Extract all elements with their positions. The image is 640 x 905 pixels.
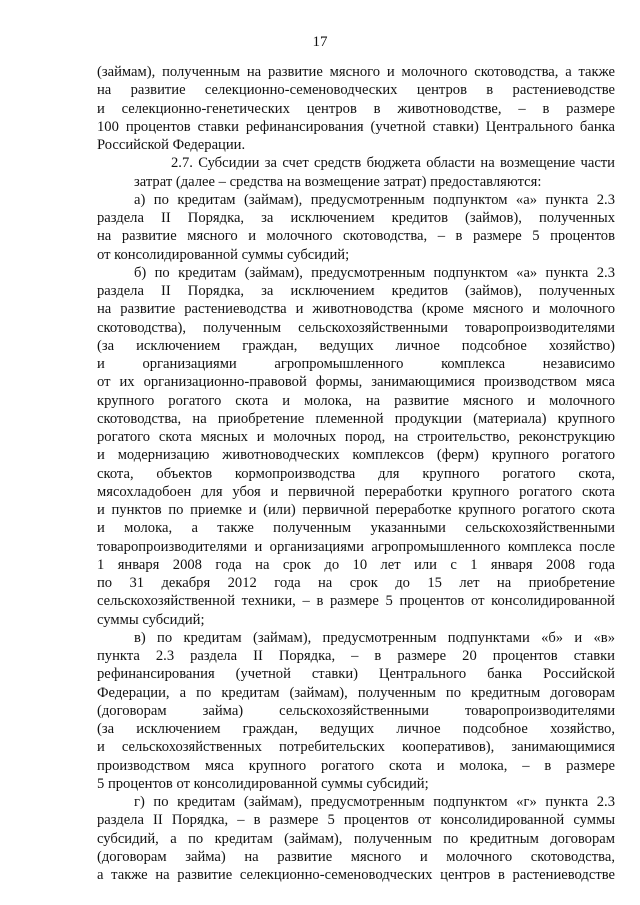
paragraph-continuation <box>97 63 615 154</box>
text-line: б) по кредитам (займам), предусмотренным подпунктом «а» пункта 2.3 <box>134 264 615 281</box>
text-line: крупного рогатого скота и молока, на развитие мясного и молочного <box>97 392 615 409</box>
text-line: 5 процентов от консолидированной суммы субсидий; <box>97 775 429 792</box>
text-line: скотоводства, на приобретение племенной продукции (материала) крупного <box>97 410 615 427</box>
document-body <box>97 63 615 884</box>
text-line: от консолидированной суммы субсидий; <box>97 246 350 263</box>
text-line: и сельскохозяйственных потребительских кооперативов), занимающимися <box>97 739 615 756</box>
text-line: и организациями агропромышленного комплекса независимо <box>97 356 615 372</box>
text-line: рефинансирования (учетной ставки) Центрального банка Российской <box>97 666 615 683</box>
text-line: и пунктов по приемке и (или) первичной переработке крупного рогатого скота <box>97 502 615 518</box>
text-line: мясохладобоен для убоя и первичной переработки крупного рогатого скота <box>97 483 615 500</box>
text-line: и молока, а также полученным указанными сельскохозяйственными <box>97 520 615 537</box>
text-line: и модернизацию животноводческих комплексов (ферм) крупного рогатого <box>97 447 615 464</box>
text-line: субсидий, а по кредитам (займам), полученным по кредитным договорам <box>97 830 615 847</box>
text-line: сельскохозяйственной техники, – в размере 5 процентов от консолидированной <box>97 593 615 610</box>
text-line: 100 процентов ставки рефинансирования (учетной ставки) Центрального банка <box>97 118 615 135</box>
text-line: (договорам займа) на развитие мясного и молочного скотоводства, <box>97 848 615 865</box>
text-line: и селекционно-генетических центров в животноводстве, – в размере <box>97 100 615 117</box>
paragraph-g <box>97 793 615 884</box>
paragraph-2-7 <box>97 154 615 191</box>
text-line: на развитие растениеводства и животноводства (кроме мясного и молочного <box>97 301 615 318</box>
text-line: суммы субсидий; <box>97 611 205 628</box>
text-line: на развитие мясного и молочного скотоводства, – в размере 5 процентов <box>97 228 615 245</box>
text-line: (займам), полученным на развитие мясного и молочного скотоводства, а также <box>97 64 615 80</box>
text-line: (за исключением граждан, ведущих личное подсобное хозяйство, <box>97 721 615 737</box>
text-line: скотоводства), полученным сельскохозяйственными товаропроизводителями <box>97 319 615 336</box>
text-line: Федерации, а по кредитам (займам), полученным по кредитным договорам <box>97 684 615 701</box>
text-line: раздела II Порядка, за исключением кредитов (займов), полученных <box>97 210 615 226</box>
text-line: Российской Федерации. <box>97 137 246 153</box>
text-line: 1 января 2008 года на срок до 10 лет или с 1 января 2008 года <box>97 556 615 573</box>
paragraph-a <box>97 191 615 264</box>
text-line: затрат (далее – средства на возмещение затрат) предоставляются: <box>134 173 542 190</box>
text-line: (за исключением граждан, ведущих личное подсобное хозяйство) <box>97 337 615 354</box>
text-line: раздела II Порядка, – в размере 5 процентов от консолидированной суммы <box>97 812 615 829</box>
text-line: пункта 2.3 раздела II Порядка, – в размере 20 процентов ставки <box>97 648 615 664</box>
text-line: товаропроизводителями и организациями агропромышленного комплекса после <box>97 538 615 555</box>
text-line: на развитие селекционно-семеноводческих центров в растениеводстве <box>97 82 615 99</box>
text-line: рогатого скота мясных и молочных пород, на строительство, реконструкцию <box>97 429 615 445</box>
text-line: раздела II Порядка, за исключением кредитов (займов), полученных <box>97 283 615 299</box>
text-line: скота, объектов кормопроизводства для крупного рогатого скота, <box>97 465 615 482</box>
text-line: производством мяса крупного рогатого скота и молока, – в размере <box>97 757 615 774</box>
text-line: а также на развитие селекционно-семеноводческих центров в растениеводстве <box>97 867 615 883</box>
paragraph-v <box>97 629 615 793</box>
text-line: а) по кредитам (займам), предусмотренным подпунктом «а» пункта 2.3 <box>134 191 615 208</box>
text-line: 2.7. Субсидии за счет средств бюджета области на возмещение части <box>171 155 615 172</box>
page-number: 17 <box>312 34 328 50</box>
paragraph-b <box>97 264 615 629</box>
text-line: в) по кредитам (займам), предусмотренным подпунктами «б» и «в» <box>134 629 615 646</box>
text-line: г) по кредитам (займам), предусмотренным подпунктом «г» пункта 2.3 <box>134 794 615 810</box>
text-line: от их организационно-правовой формы, занимающимися производством мяса <box>97 374 615 391</box>
text-line: по 31 декабря 2012 года на срок до 15 лет на приобретение <box>97 575 615 591</box>
text-line: (договорам займа) сельскохозяйственными товаропроизводителями <box>97 702 615 719</box>
